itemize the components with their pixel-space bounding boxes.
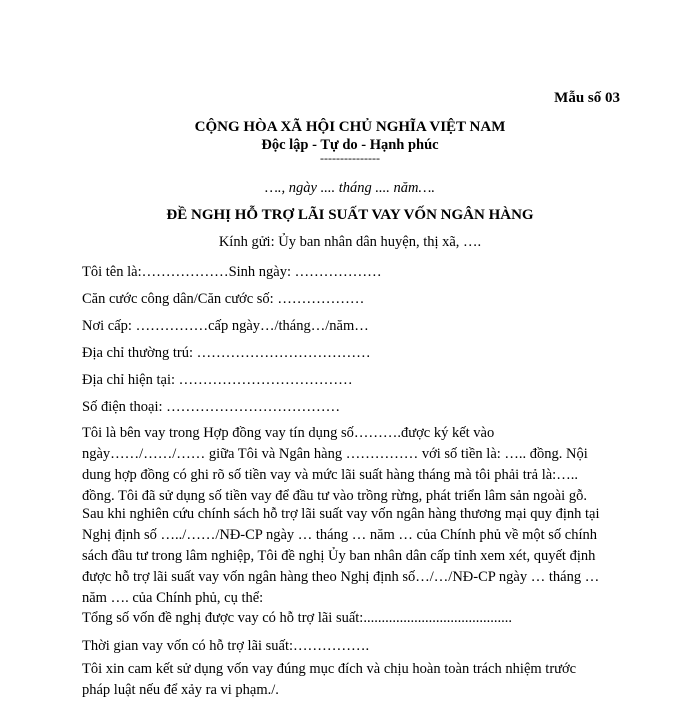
document-title: ĐỀ NGHỊ HỖ TRỢ LÃI SUẤT VAY VỐN NGÂN HÀNG (166, 207, 534, 223)
national-title: CỘNG HÒA XÃ HỘI CHỦ NGHĨA VIỆT NAM (194, 119, 506, 135)
loan-contract-paragraph (82, 423, 628, 507)
commitment-paragraph (82, 659, 628, 701)
paragraph-line: đồng. Tôi đã sử dụng số tiền vay để đầu tư vào trồng rừng, phát triển lâm sản ngoài gỗ. (82, 488, 587, 504)
paragraph-line: pháp luật nếu để xảy ra vi phạm./. (82, 682, 279, 698)
paragraph-line: Tôi là bên vay trong Hợp đồng vay tín dụng số……….được ký kết vào (82, 425, 495, 441)
policy-request-paragraph (82, 504, 628, 609)
paragraph-line: được hỗ trợ lãi suất vay vốn ngân hàng theo Nghị định số…/…/NĐ-CP ngày … tháng … (82, 569, 600, 585)
field-total-loan: Tổng số vốn đề nghị được vay có hỗ trợ lãi suất:......................................... (82, 610, 512, 626)
field-current-address: Địa chỉ hiện tại: ……………………………… (82, 372, 353, 388)
paragraph-line: năm …. của Chính phủ, cụ thể: (82, 590, 264, 606)
paragraph-line: sách đầu tư trong lâm nghiệp, Tôi đề nghị Ủy ban nhân dân cấp tỉnh xem xét, quyết định (82, 548, 596, 564)
date-line: …., ngày .... tháng .... năm…. (265, 180, 435, 196)
national-motto: Độc lập - Tự do - Hạnh phúc (261, 137, 439, 153)
field-loan-period: Thời gian vay vốn có hỗ trợ lãi suất:……………. (82, 638, 370, 654)
paragraph-line: dung hợp đồng có ghi rõ số tiền vay và mức lãi suất hàng tháng mà tôi phải trả là:….. (82, 467, 578, 483)
field-phone: Số điện thoại: ……………………………… (82, 399, 341, 415)
recipient-line: Kính gửi: Ủy ban nhân dân huyện, thị xã, …. (218, 234, 482, 250)
paragraph-line: ngày……/……/…… giữa Tôi và Ngân hàng …………… với số tiền là: ….. đồng. Nội (82, 446, 588, 462)
form-number: Mẫu số 03 (554, 90, 620, 106)
field-id-card: Căn cước công dân/Căn cước số: ……………… (82, 291, 365, 307)
field-name-birthdate: Tôi tên là:………………Sinh ngày: ……………… (82, 264, 382, 280)
motto-divider: --------------- (320, 151, 380, 165)
field-issue-place: Nơi cấp: ……………cấp ngày…/tháng…/năm… (82, 318, 369, 334)
field-permanent-address: Địa chỉ thường trú: ……………………………… (82, 345, 371, 361)
paragraph-line: Nghị định số …../……/NĐ-CP ngày … tháng … năm … của Chính phủ về một số chính (82, 527, 597, 543)
paragraph-line: Tôi xin cam kết sử dụng vốn vay đúng mục đích và chịu hoàn toàn trách nhiệm trước (82, 661, 577, 677)
paragraph-line: Sau khi nghiên cứu chính sách hỗ trợ lãi suất vay vốn ngân hàng thương mại quy định tại (82, 506, 600, 522)
